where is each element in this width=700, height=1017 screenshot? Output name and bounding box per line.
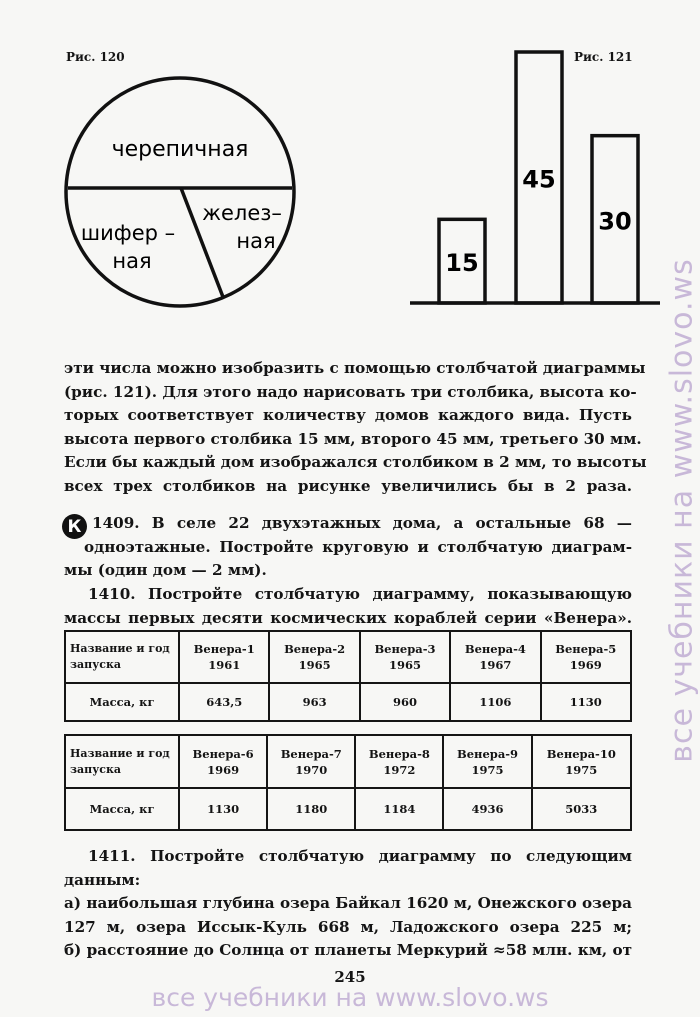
table-cell-ship: Венера-6 1969 bbox=[179, 735, 267, 788]
table-cell-mass: 4936 bbox=[443, 788, 531, 830]
text-line: высота первого столбика 15 мм, второго 45 мм, третьего 30 мм. bbox=[64, 429, 642, 448]
pie-label-tile: черепичная bbox=[111, 137, 249, 162]
pie-outline bbox=[66, 78, 294, 306]
venera-table-1 bbox=[64, 630, 632, 722]
table-header-cell: Название и год запуска bbox=[65, 735, 179, 788]
figure-120-label: Рис. 120 bbox=[66, 50, 125, 64]
text-line: 127 м, озера Иссык-Куль 668 м, Ладожского озера 225 м; bbox=[64, 917, 632, 936]
text-line: (рис. 121). Для этого надо нарисовать три столбика, высота ко- bbox=[64, 382, 637, 401]
table-cell-mass: 5033 bbox=[532, 788, 631, 830]
problem-1409-number: 1409. bbox=[92, 514, 140, 532]
text-line: данным: bbox=[64, 870, 141, 889]
venera-table-2 bbox=[64, 734, 632, 831]
table-header-cell: Название и год запуска bbox=[65, 631, 179, 683]
bottom-watermark: все учебники на www.slovo.ws bbox=[151, 983, 549, 1012]
table-cell-ship: Венера-7 1970 bbox=[267, 735, 355, 788]
table-cell-ship: Венера-2 1965 bbox=[269, 631, 359, 683]
table-cell-mass: 1130 bbox=[179, 788, 267, 830]
problem-1410 bbox=[64, 583, 632, 630]
table-cell-ship: Венера-8 1972 bbox=[355, 735, 443, 788]
text-line: торых соответствует количеству домов каждого вида. Пусть bbox=[64, 406, 632, 424]
control-task-badge: К bbox=[62, 514, 87, 539]
table-cell-mass: 1184 bbox=[355, 788, 443, 830]
pie-label-slate-2: ная bbox=[112, 249, 152, 273]
table-cell-ship: Венера-1 1961 bbox=[179, 631, 269, 683]
text-line: одноэтажные. Постройте круговую и столбчатую диаграм- bbox=[84, 537, 632, 556]
page-number: 245 bbox=[334, 968, 366, 986]
table-row-label: Масса, кг bbox=[65, 788, 179, 830]
text-line: всех трех столбиков на рисунке увеличились бы в 2 раза. bbox=[64, 476, 632, 495]
table-row-names bbox=[65, 631, 631, 683]
pie-label-iron-2: ная bbox=[236, 229, 276, 253]
table-cell-ship: Венера-9 1975 bbox=[443, 735, 531, 788]
table-row-label: Масса, кг bbox=[65, 683, 179, 721]
problem-1410-text: Постройте столбчатую диаграмму, показывающую bbox=[148, 585, 632, 603]
table-cell-mass: 960 bbox=[360, 683, 450, 721]
table-cell-mass: 1106 bbox=[450, 683, 540, 721]
problem-1411 bbox=[64, 845, 632, 963]
table-cell-mass: 963 bbox=[269, 683, 359, 721]
table-row-mass bbox=[65, 788, 631, 830]
problem-1409-line1 bbox=[92, 512, 632, 536]
text-line: мы (один дом — 2 мм). bbox=[64, 561, 267, 579]
problem-1409-text: В селе 22 двухэтажных дома, а остальные 68 — bbox=[151, 514, 632, 532]
text-line: массы первых десяти космических кораблей серии «Венера». bbox=[64, 608, 632, 627]
bar-chart bbox=[405, 40, 665, 315]
table-cell-ship: Венера-4 1967 bbox=[450, 631, 540, 683]
pie-label-slate-1: шифер – bbox=[80, 221, 176, 245]
text-line: Если бы каждый дом изображался столбиком в 2 мм, то высоты bbox=[64, 453, 647, 471]
table-row-mass bbox=[65, 683, 631, 721]
bar-value-label: 45 bbox=[522, 165, 556, 194]
table-cell-mass: 1180 bbox=[267, 788, 355, 830]
bar-value-label: 30 bbox=[598, 207, 632, 236]
table-cell-ship: Венера-5 1969 bbox=[541, 631, 631, 683]
figure-121-label: Рис. 121 bbox=[574, 50, 633, 64]
table-cell-mass: 1130 bbox=[541, 683, 631, 721]
problem-1411-text: Постройте столбчатую диаграмму по следующим bbox=[150, 847, 632, 865]
text-line: а) наибольшая глубина озера Байкал 1620 м, Онежского озера bbox=[64, 894, 632, 912]
text-line: б) расстояние до Солнца от планеты Меркурий ≈58 млн. км, от bbox=[64, 941, 633, 959]
pie-label-iron-1: желез– bbox=[202, 201, 282, 225]
problem-1411-number: 1411. bbox=[88, 847, 136, 865]
table-cell-mass: 643,5 bbox=[179, 683, 269, 721]
table-cell-ship: Венера-10 1975 bbox=[532, 735, 631, 788]
pie-chart bbox=[60, 68, 310, 318]
table-cell-ship: Венера-3 1965 bbox=[360, 631, 450, 683]
problem-1409-rest bbox=[64, 536, 632, 583]
bar-value-label: 15 bbox=[445, 249, 479, 278]
text-paragraph-diagram bbox=[64, 357, 647, 498]
problem-1410-number: 1410. bbox=[88, 585, 136, 603]
text-line: эти числа можно изобразить с помощью столбчатой диаграммы bbox=[64, 359, 646, 377]
side-watermark: все учебники на www.slovo.ws bbox=[664, 257, 700, 763]
table-row-names bbox=[65, 735, 631, 788]
